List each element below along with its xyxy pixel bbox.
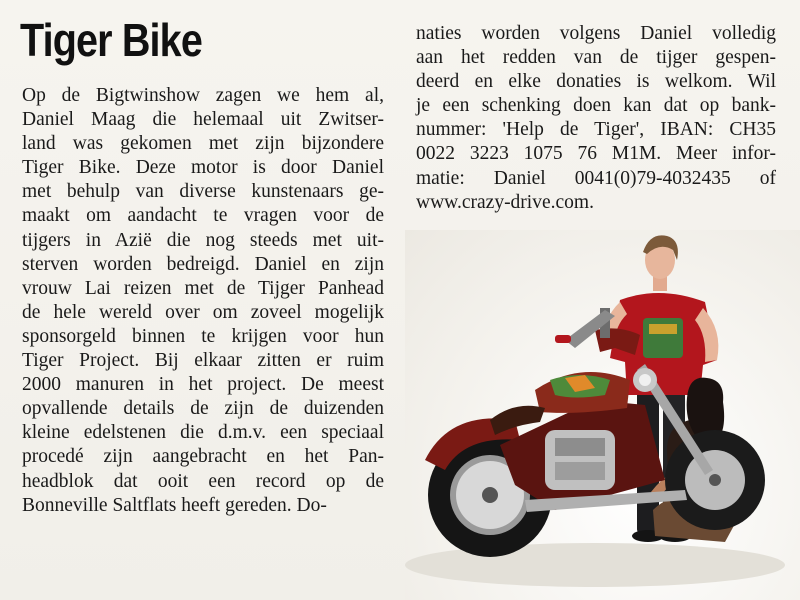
photo-illustration xyxy=(405,230,800,600)
left-column-line-4: Tiger Bike. Deze motor is door Daniel xyxy=(22,157,384,179)
left-column-line-7: tijgers in Azië die nog steeds met uit- xyxy=(22,229,384,251)
right-column-line-7: matie: Daniel 0041(0)79-4032435 of xyxy=(416,167,776,189)
left-column-line-9: vrouw Lai reizen met de Tijger Panhead xyxy=(22,277,384,299)
left-column-line-15: kleine edelstenen die d.m.v. een speciaal xyxy=(22,422,384,444)
right-column-line-4: je een schenking doen kan dat op bank- xyxy=(416,95,776,117)
left-column-line-14: opvallende details de zijn de duizenden xyxy=(22,398,384,420)
left-column-line-11: sponsorgeld binnen te krijgen voor hun xyxy=(22,325,384,347)
left-column-line-10: de hele wereld over om zoveel mogelijk xyxy=(22,301,384,323)
left-column-line-13: 2000 manuren in het project. De meest xyxy=(22,374,384,396)
left-column-line-8: sterven worden bedreigd. Daniel en zijn xyxy=(22,253,384,275)
left-column-line-17: headblok dat ooit een record op de xyxy=(22,470,384,492)
left-column-line-1: Op de Bigtwinshow zagen we hem al, xyxy=(22,85,384,106)
article-title: Tiger Bike xyxy=(20,14,202,66)
left-column-line-3: land was gekomen met zijn bijzondere xyxy=(22,133,384,155)
right-column-line-6: 0022 3223 1075 76 M1M. Meer infor- xyxy=(416,143,776,165)
left-column-line-2: Daniel Maag die helemaal uit Zwitser- xyxy=(22,109,384,131)
left-column-line-12: Tiger Project. Bij elkaar zitten er ruim xyxy=(22,350,384,372)
right-column-line-2: aan het redden van de tijger gespen- xyxy=(416,47,776,69)
left-column-line-5: met behulp van diverse kunstenaars ge- xyxy=(22,181,384,203)
article-right-column xyxy=(416,22,776,215)
left-column-line-18: Bonneville Saltflats heeft gereden. Do- xyxy=(22,494,327,516)
left-column-line-6: maakt om aandacht te vragen voor de xyxy=(22,205,384,227)
article-left-column xyxy=(22,84,384,518)
right-column-line-5: nummer: 'Help de Tiger', IBAN: CH35 xyxy=(416,119,776,141)
right-column-line-3: deerd en elke donaties is welkom. Wil xyxy=(416,71,776,93)
right-column-line-8: www.crazy-drive.com. xyxy=(416,191,594,213)
right-column-line-1: naties worden volgens Daniel volledig xyxy=(416,23,776,44)
left-column-line-16: procedé zijn aangebracht en het Pan- xyxy=(22,446,384,468)
tiger-bike-photo xyxy=(405,230,800,600)
